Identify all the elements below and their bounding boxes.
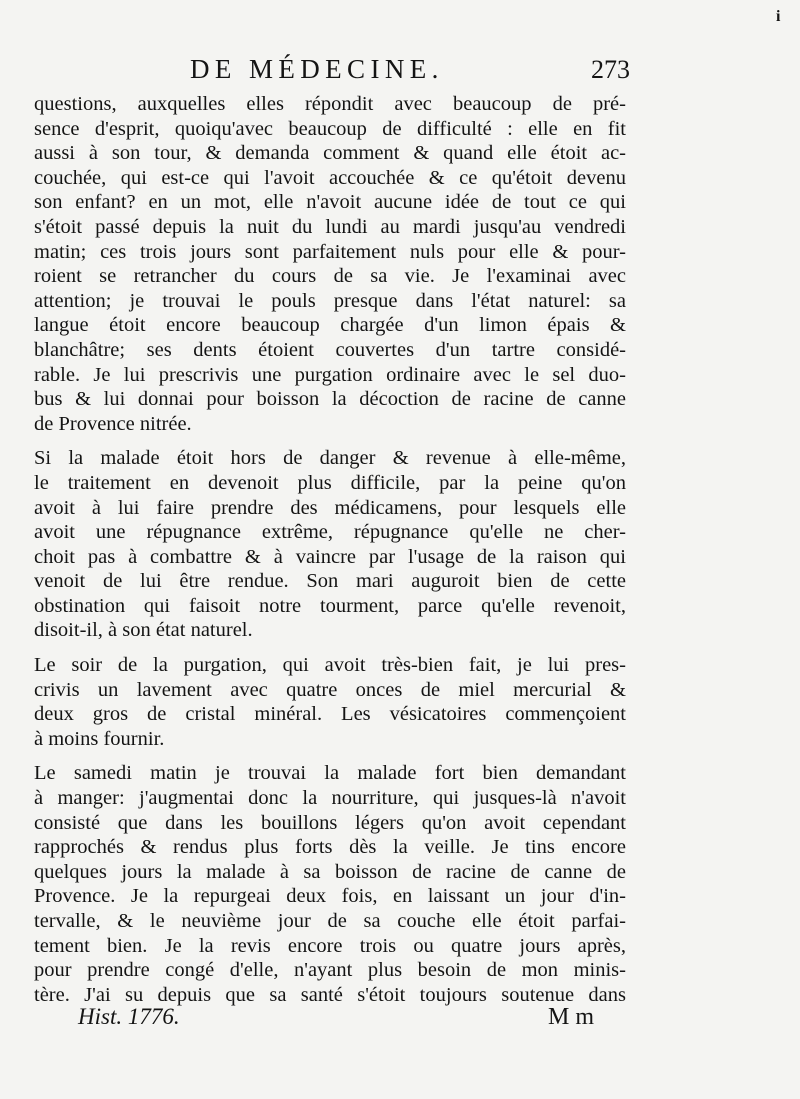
text-line: disoit-il, à son état naturel.: [34, 619, 253, 642]
running-title: DE MÉDECINE.: [190, 54, 444, 84]
page-footer: [34, 1004, 594, 1034]
paragraph: [34, 761, 626, 1007]
text-line: matin; ces trois jours sont parfaitement nuls pour elle & pour-: [34, 240, 626, 263]
text-line: bus & lui donnai pour boisson la décoction de racine de canne: [34, 388, 626, 411]
text-line: de Provence nitrée.: [34, 412, 192, 435]
text-line: à manger: j'augmentai donc la nourriture, qui jusques-là n'avoit: [34, 787, 626, 810]
paragraph-gap: [34, 643, 626, 653]
paragraph: [34, 92, 626, 436]
text-line: avoit à lui faire prendre des médicamens, pour lesquels elle: [34, 496, 626, 519]
text-line: consisté que dans les bouillons légers qu'on avoit cependant: [34, 811, 626, 834]
text-line: questions, auxquelles elles répondit avec beaucoup de pré-: [34, 93, 626, 115]
text-line: sence d'esprit, quoiqu'avec beaucoup de difficulté : elle en fit: [34, 117, 626, 140]
page-header: [30, 54, 630, 90]
text-line: Si la malade étoit hors de danger & revenue à elle-même,: [34, 447, 626, 470]
text-line: avoit une répugnance extrême, répugnance qu'elle ne cher-: [34, 521, 626, 544]
text-line: couchée, qui est-ce qui l'avoit accouchée & ce qu'étoit devenu: [34, 166, 626, 189]
text-line: son enfant? en un mot, elle n'avoit aucune idée de tout ce qui: [34, 191, 626, 214]
text-line: deux gros de cristal minéral. Les vésicatoires commençoient: [34, 703, 626, 726]
text-line: obstination qui faisoit notre tourment, parce qu'elle revenoit,: [34, 594, 626, 617]
text-line: tère. J'ai su depuis que sa santé s'étoit toujours soutenue dans: [34, 983, 626, 1006]
text-line: Le samedi matin je trouvai la malade fort bien demandant: [34, 762, 626, 785]
text-line: tervalle, & le neuvième jour de sa couche elle étoit parfai-: [34, 910, 626, 932]
text-line: Provence. Je la repurgeai deux fois, en laissant un jour d'in-: [34, 885, 626, 908]
text-line: aussi à son tour, & demanda comment & quand elle étoit ac-: [34, 142, 626, 165]
paragraph: [34, 653, 626, 751]
body-text: [34, 92, 626, 1007]
text-line: le traitement en devenoit plus difficile, par la peine qu'on: [34, 471, 626, 494]
paragraph-gap: [34, 751, 626, 761]
text-line: pour prendre congé d'elle, n'ayant plus besoin de mon minis-: [34, 959, 626, 982]
text-line: à moins fournir.: [34, 727, 165, 750]
text-line: blanchâtre; ses dents étoient couvertes d'un tartre considé-: [34, 338, 626, 361]
text-line: venoit de lui être rendue. Son mari auguroit bien de cette: [34, 570, 626, 593]
text-line: langue étoit encore beaucoup chargée d'un limon épais &: [34, 314, 626, 337]
gathering-signature: M m: [547, 1004, 594, 1030]
text-line: Le soir de la purgation, qui avoit très-bien fait, je lui pres-: [34, 654, 626, 677]
paragraph-gap: [34, 436, 626, 446]
text-line: crivis un lavement avec quatre onces de miel mercurial &: [34, 678, 626, 701]
text-line: s'étoit passé depuis la nuit du lundi au mardi jusqu'au vendredi: [34, 215, 626, 238]
paragraph: [34, 446, 626, 643]
text-line: tement bien. Je la revis encore trois ou quatre jours après,: [34, 934, 626, 957]
corner-mark: i: [776, 8, 781, 25]
text-line: roient se retrancher du cours de sa vie. Je l'examinai avec: [34, 265, 626, 288]
text-line: attention; je trouvai le pouls presque dans l'état naturel: sa: [34, 289, 626, 312]
text-line: choit pas à combattre & à vaincre par l'usage de la raison qui: [34, 545, 626, 568]
text-line: rapprochés & rendus plus forts dès la veille. Je tins encore: [34, 836, 626, 859]
page-number: 273: [591, 55, 630, 84]
text-line: quelques jours la malade à sa boisson de racine de canne de: [34, 860, 626, 883]
signature-mark: Hist. 1776.: [78, 1004, 180, 1029]
text-line: rable. Je lui prescrivis une purgation ordinaire avec le sel duo-: [34, 363, 626, 386]
